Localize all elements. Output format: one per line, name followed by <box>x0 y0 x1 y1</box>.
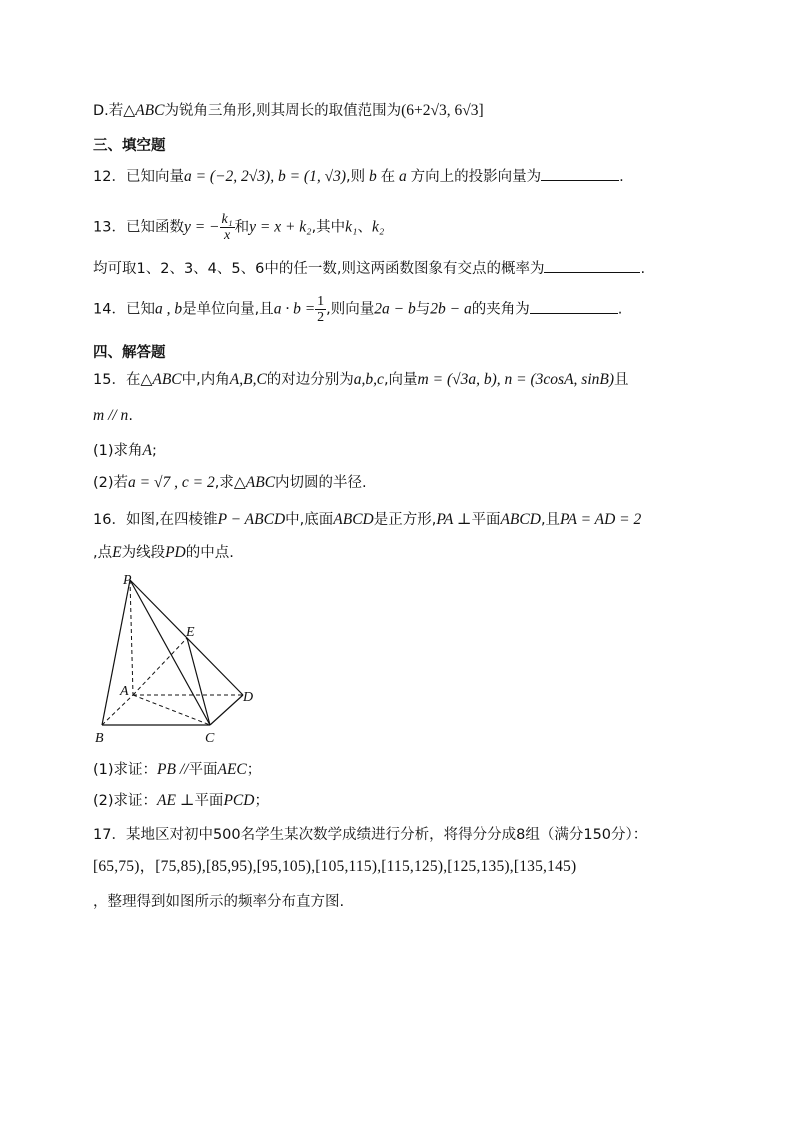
question-13-line-2 <box>93 257 645 279</box>
q15-angles: A,B,C <box>229 371 267 388</box>
q16-part-2 <box>93 791 269 811</box>
q16-part1-pb: PB // <box>157 761 189 778</box>
edge-pa <box>130 580 133 695</box>
q16-part2-end: ； <box>254 793 269 809</box>
q14-text-2: 是单位向量,且 <box>182 301 274 318</box>
q16-part1-text: (1)求证： <box>93 762 158 778</box>
question-12 <box>93 165 624 187</box>
q15-vector-m: m = (√3a, b) <box>417 371 497 388</box>
q13-fraction <box>220 212 235 243</box>
q16-text-5: ,且 <box>540 512 561 528</box>
edge-ae <box>133 638 187 695</box>
q13-func-2: y = x + k₂ <box>249 218 312 236</box>
edge-pc <box>130 580 210 725</box>
pyramid-figure <box>90 570 270 750</box>
q14-fraction <box>315 294 326 325</box>
q15-sides: a,b,c <box>353 371 384 388</box>
q16-part2-pcd: PCD <box>223 792 255 809</box>
q15-part1-text: (1)求角 <box>93 443 143 459</box>
question-15 <box>93 370 629 390</box>
option-d-text: 为锐角三角形,则其周长的取值范围为 <box>164 103 402 119</box>
q13-number: 13． <box>93 219 126 236</box>
answer-blank-14 <box>530 298 618 314</box>
question-17-line-3: ，整理得到如图所示的频率分布直方图. <box>93 894 345 910</box>
q13-text-3: ,其中 <box>311 219 346 236</box>
q13-denominator: x <box>223 228 231 243</box>
q16-part2-ae: AE ⊥ <box>157 792 195 809</box>
q13-text-line2: 均可取1、2、3、4、5、6中的任一数,则这两函数图象有交点的概率为 <box>93 261 545 277</box>
q15-parallel: m // n <box>93 407 129 424</box>
q15-part-1 <box>93 441 157 461</box>
q12-text-3: 在 <box>380 169 396 185</box>
q15-part2-given: a = √7 , c = 2 <box>128 474 215 491</box>
q14-text: 已知 <box>125 301 155 318</box>
q14-numerator: 1 <box>317 294 325 309</box>
q12-period: . <box>619 169 624 185</box>
edge-ec <box>187 638 210 725</box>
q13-text-2: 和 <box>234 219 250 236</box>
q12-text-4: 方向上的投影向量为 <box>410 169 542 185</box>
q13-k2: k₂ <box>371 218 385 236</box>
q15-part1-end: ; <box>152 443 157 459</box>
q14-text-4: 与 <box>415 301 431 318</box>
q16-l2-pd: PD <box>165 544 186 561</box>
q13-sep: 、 <box>357 219 372 236</box>
label-a: A <box>120 684 129 699</box>
q16-text-4: 平面 <box>471 512 501 528</box>
section-fill-in: 三、填空题 <box>93 138 166 154</box>
q16-part2-text: (2)求证： <box>93 793 158 809</box>
q15-vector-n: , n = (3cosA, sinB) <box>496 371 614 388</box>
q14-number: 14． <box>93 301 126 318</box>
q15-text-5: 且 <box>614 372 629 388</box>
q16-l2-text-3: 的中点. <box>185 545 234 561</box>
q15-number: 15． <box>93 372 126 388</box>
q14-denominator: 2 <box>317 310 325 325</box>
q12-vector-a: a = (−2, 2√3) <box>183 168 271 185</box>
q16-l2-text: ,点 <box>93 545 113 561</box>
answer-blank-13 <box>544 257 640 273</box>
q16-text-2: 中,底面 <box>285 512 334 528</box>
question-13 <box>93 212 384 243</box>
question-16 <box>93 510 641 530</box>
q14-vec-2: 2b − a <box>430 300 472 318</box>
q16-text: 如图,在四棱锥 <box>125 512 218 528</box>
q13-period: . <box>640 261 646 277</box>
label-p: P <box>123 573 132 588</box>
q16-part1-text-2: 平面 <box>188 762 218 778</box>
q16-equality: PA = AD = 2 <box>560 511 642 528</box>
q15-part2-triangle: △ABC <box>233 474 276 491</box>
edge-pb <box>102 580 130 725</box>
question-17: 17．某地区对初中500名学生某次数学成绩进行分析，将得分分成8组（满分150分）： <box>93 827 648 843</box>
q16-part1-end: ； <box>246 762 262 778</box>
label-e: E <box>186 625 195 640</box>
q15-part1-a: A <box>142 442 153 459</box>
q12-text-2: ,则 <box>346 169 366 185</box>
question-16-line-2 <box>93 543 234 563</box>
edge-ac <box>133 695 210 725</box>
answer-blank-12 <box>541 165 619 181</box>
label-b: B <box>95 731 104 746</box>
option-d-range: (6+2√3, 6√3] <box>401 102 484 119</box>
q15-text-4: ,向量 <box>383 372 418 388</box>
q14-vectors: a , b <box>154 300 183 318</box>
q13-func-1: y = − <box>183 218 220 236</box>
q16-part1-aec: AEC <box>217 761 247 778</box>
q15-text-3: 的对边分别为 <box>266 372 354 388</box>
q13-k1: k₁ <box>345 218 358 236</box>
q16-part2-text-2: 平面 <box>194 793 224 809</box>
q16-l2-text-2: 为线段 <box>121 545 166 561</box>
edge-cd <box>210 695 243 725</box>
label-d: D <box>243 690 254 705</box>
question-15-line-2 <box>93 406 133 426</box>
q12-b-sym: b <box>365 168 381 185</box>
q16-pyramid: P − ABCD <box>217 511 286 528</box>
q15-part2-text-2: ,求 <box>214 475 234 491</box>
q15-triangle: △ABC <box>140 371 182 388</box>
q14-dot: a · b = <box>273 300 316 318</box>
q15-part-2 <box>93 473 367 493</box>
q16-number: 16． <box>93 512 126 528</box>
q13-numerator: k₁ <box>221 212 233 227</box>
q14-vec-1: 2a − b <box>374 300 416 318</box>
q14-text-3: ,则向量 <box>326 301 375 318</box>
q14-period: . <box>617 301 623 318</box>
q12-vector-b: , b = (1, √3) <box>270 168 346 185</box>
q16-l2-e: E <box>112 544 122 561</box>
triangle-abc: △ABC <box>123 102 165 119</box>
section-solutions: 四、解答题 <box>93 345 166 361</box>
q16-text-3: 是正方形, <box>373 512 437 528</box>
q16-part-1 <box>93 760 261 780</box>
option-d-prefix: D.若 <box>93 103 124 119</box>
q14-text-5: 的夹角为 <box>471 301 530 318</box>
q15-part2-text: (2)若 <box>93 475 129 491</box>
question-17-intervals: [65,75)，[75,85),[85,95),[95,105),[105,115),[115,125),[125,135),[135,145) <box>93 858 577 875</box>
question-14 <box>93 294 622 325</box>
q13-text: 已知函数 <box>125 219 184 236</box>
q15-text: 在 <box>125 372 141 388</box>
q12-a-sym: a <box>395 168 411 185</box>
option-d <box>93 101 484 121</box>
q16-base: ABCD <box>333 511 374 528</box>
q16-pa: PA ⊥ <box>436 511 472 528</box>
q12-number: 12． <box>93 169 126 185</box>
q15-period: . <box>128 408 133 424</box>
q16-base-2: ABCD <box>500 511 541 528</box>
q12-text: 已知向量 <box>125 169 184 185</box>
q15-part2-text-3: 内切圆的半径. <box>275 475 367 491</box>
q15-text-2: 中,内角 <box>181 372 230 388</box>
label-c: C <box>205 731 215 746</box>
